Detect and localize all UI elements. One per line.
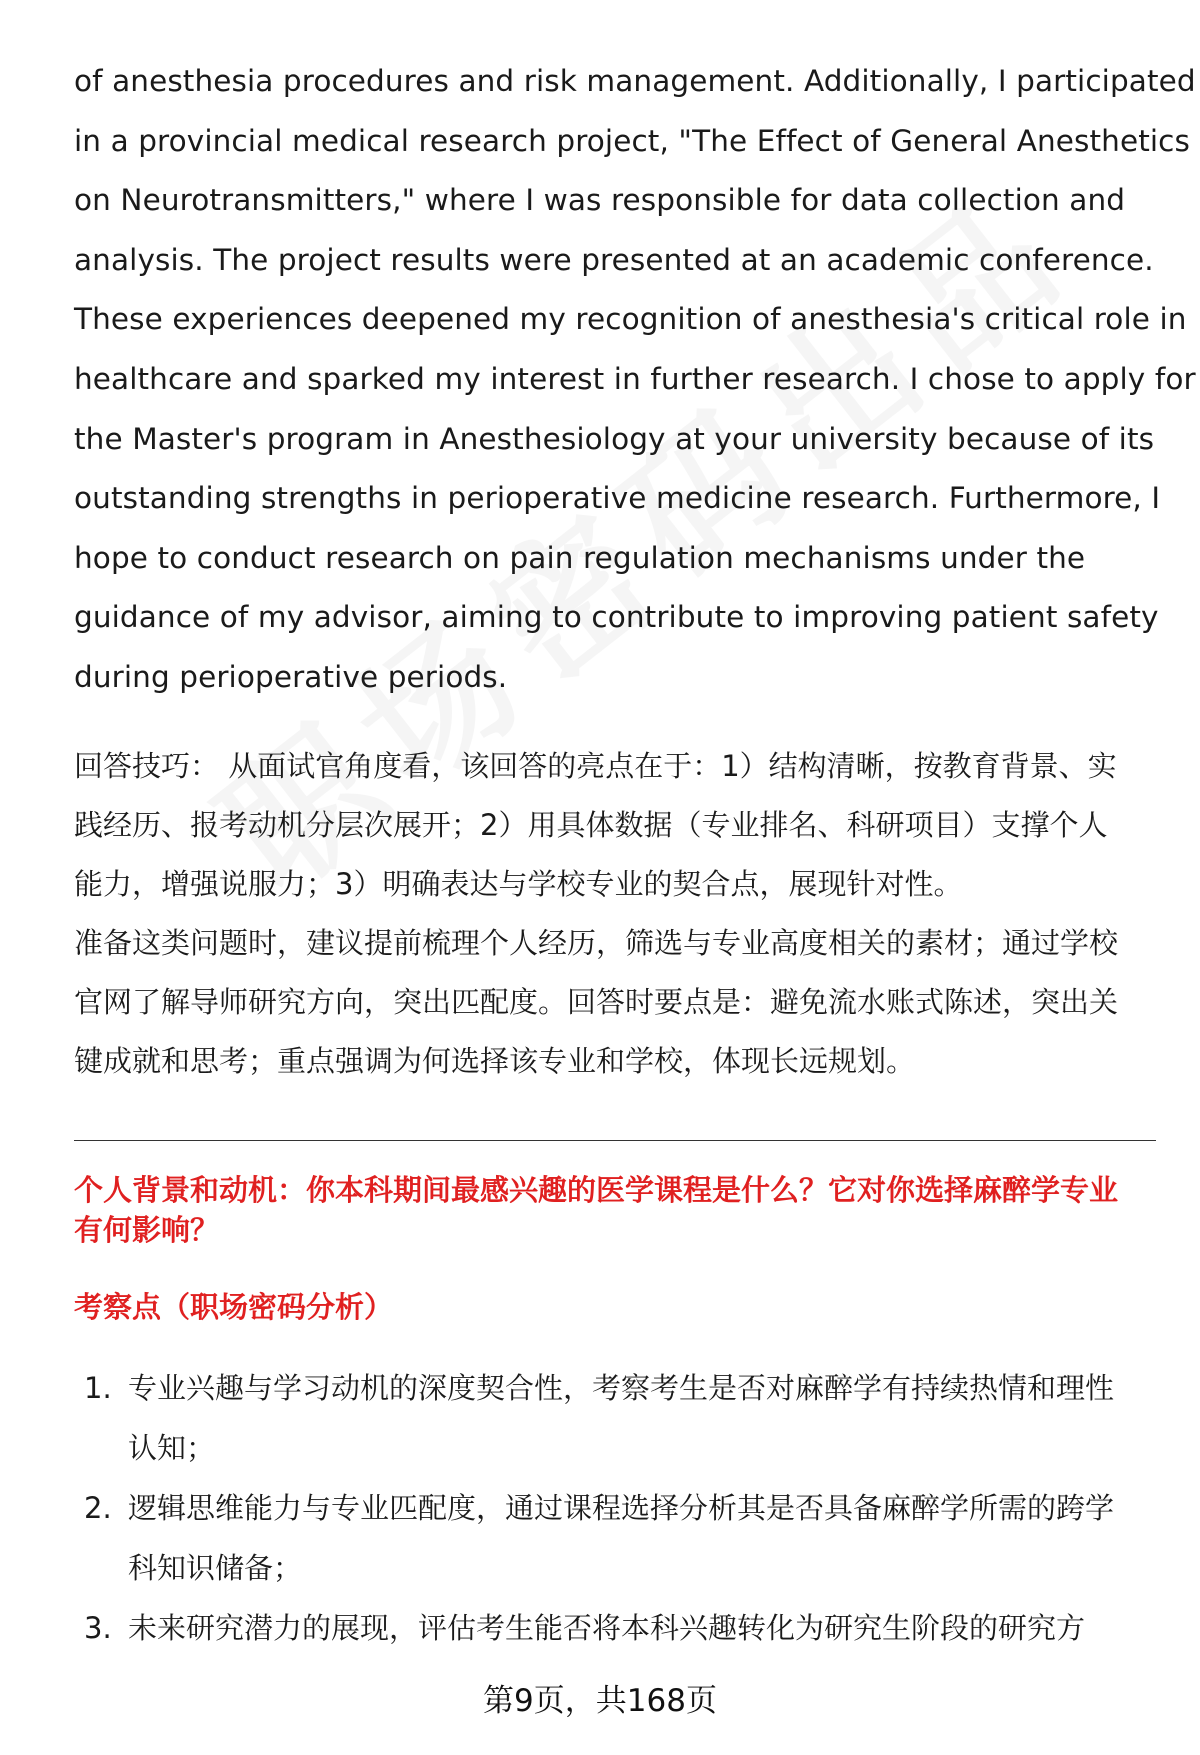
paragraph-line: of anesthesia procedures and risk management. Additionally, I participated (74, 64, 1196, 98)
list-item (74, 1478, 1159, 1598)
paragraph-line: analysis. The project results were presented at an academic conference. (74, 242, 1154, 277)
list-item (74, 1598, 1159, 1658)
tips-line: 键成就和思考；重点强调为何选择该专业和学校，体现长远规划。 (74, 1044, 916, 1078)
assessment-points-heading: 考察点（职场密码分析） (74, 1290, 394, 1324)
list-item-line: 未来研究潜力的展现，评估考生能否将本科兴趣转化为研究生阶段的研究方 (128, 1611, 1086, 1645)
list-item (74, 1358, 1159, 1478)
tips-line: 回答技巧： 从面试官角度看，该回答的亮点在于：1）结构清晰，按教育背景、实 (74, 749, 1117, 783)
tips-line: 官网了解导师研究方向，突出匹配度。回答时要点是：避免流水账式陈述，突出关 (74, 985, 1119, 1019)
question-line: 有何影响？ (74, 1213, 220, 1247)
tips-line: 能力，增强说服力；3）明确表达与学校专业的契合点，展现针对性。 (74, 867, 963, 901)
paragraph-line: the Master's program in Anesthesiology at your university because of its (74, 421, 1155, 456)
list-number: 1. (84, 1371, 112, 1405)
assessment-points-list (74, 1358, 1159, 1658)
english-answer-paragraph (74, 52, 1196, 708)
question-heading (74, 1170, 1159, 1250)
paragraph-line: in a provincial medical research project, "The Effect of General Anesthetics (74, 123, 1190, 158)
list-item-line: 逻辑思维能力与专业匹配度，通过课程选择分析其是否具备麻醉学所需的跨学 (128, 1491, 1115, 1525)
list-item-line: 认知； (128, 1431, 216, 1465)
paragraph-line: hope to conduct research on pain regulation mechanisms under the (74, 540, 1086, 575)
paragraph-line: These experiences deepened my recognition of anesthesia's critical role in (74, 302, 1187, 337)
paragraph-line: outstanding strengths in perioperative medicine research. Furthermore, I (74, 481, 1161, 516)
paragraph-line: during perioperative periods. (74, 659, 508, 694)
paragraph-line: healthcare and sparked my interest in further research. I chose to apply for (74, 361, 1196, 396)
section-divider (74, 1140, 1156, 1141)
paragraph-line: on Neurotransmitters," where I was responsible for data collection and (74, 183, 1126, 218)
paragraph-line: guidance of my advisor, aiming to contribute to improving patient safety (74, 600, 1159, 635)
answer-tips-section (74, 737, 1154, 1091)
list-number: 3. (84, 1611, 112, 1645)
list-item-line: 科知识储备； (128, 1551, 303, 1585)
tips-line: 准备这类问题时，建议提前梳理个人经历，筛选与专业高度相关的素材；通过学校 (74, 926, 1119, 960)
tips-line: 践经历、报考动机分层次展开；2）用具体数据（专业排名、科研项目）支撑个人 (74, 808, 1108, 842)
list-item-line: 专业兴趣与学习动机的深度契合性，考察考生是否对麻醉学有持续热情和理性 (128, 1371, 1115, 1405)
list-number: 2. (84, 1491, 112, 1525)
page-number-footer: 第9页，共168页 (483, 1683, 717, 1719)
question-line: 个人背景和动机：你本科期间最感兴趣的医学课程是什么？它对你选择麻醉学专业 (74, 1173, 1119, 1207)
